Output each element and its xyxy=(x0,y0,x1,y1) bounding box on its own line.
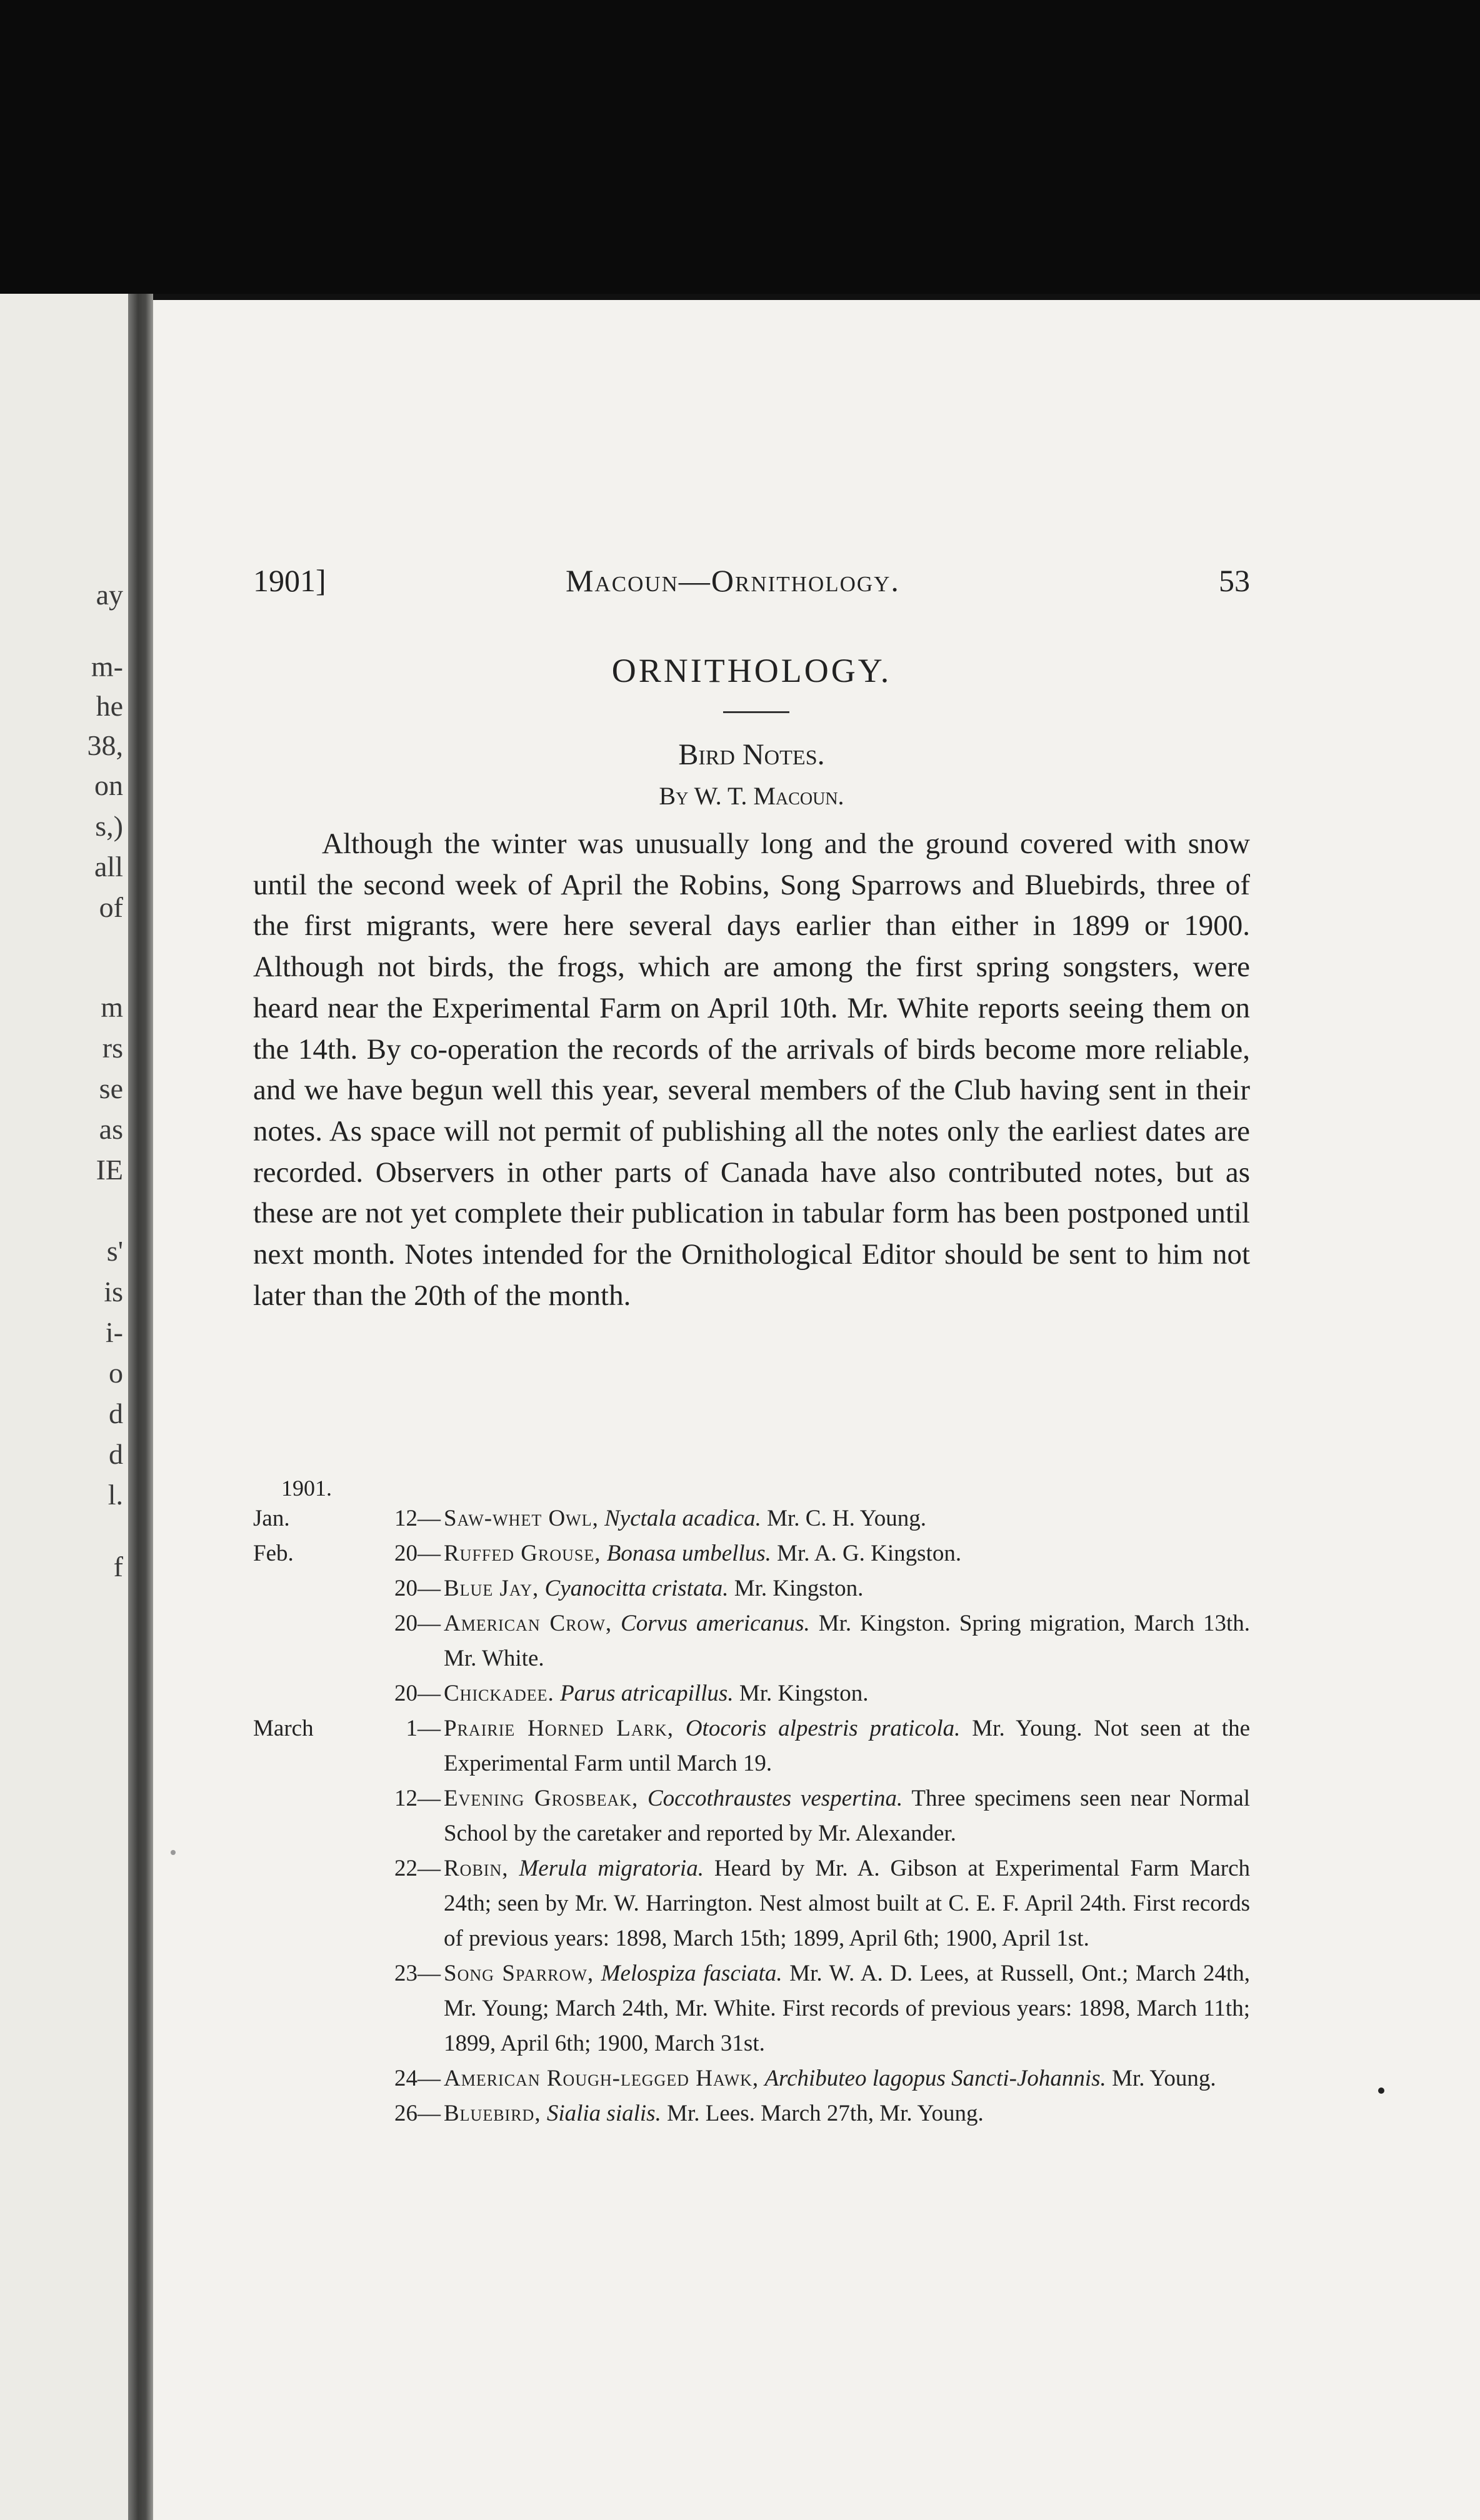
entry-day: 20 — xyxy=(338,1571,441,1606)
fragment-text: se xyxy=(99,1072,123,1104)
running-head-title: Macoun—Ornithology. xyxy=(566,563,900,598)
list-item xyxy=(253,1851,1250,1956)
fragment-text: he xyxy=(96,690,123,722)
latin-name: Corvus americanus. xyxy=(621,1611,810,1636)
entry-day: 12 — xyxy=(338,1501,441,1536)
entry-day: 20 — xyxy=(338,1606,441,1641)
running-head-year: 1901] xyxy=(253,563,326,598)
latin-name: Merula migratoria. xyxy=(519,1856,704,1881)
fragment-text: i- xyxy=(105,1316,123,1348)
entry-day: 1 — xyxy=(338,1711,441,1746)
fragment-text: of xyxy=(99,891,123,923)
bird-name: Chickadee. xyxy=(444,1681,554,1706)
entry-note: Mr. Young. Not seen at the Experimental Farm until March 19. xyxy=(444,1716,1250,1776)
facing-page-edge xyxy=(0,294,128,2520)
bird-name: Saw-whet Owl, xyxy=(444,1506,599,1531)
fragment-text: rs xyxy=(102,1032,123,1064)
fragment-text: 38, xyxy=(87,729,123,761)
fragment-text: d xyxy=(109,1398,123,1429)
page-number: 53 xyxy=(1219,563,1250,598)
latin-name: Parus atricapillus. xyxy=(560,1681,734,1706)
book-gutter xyxy=(128,294,153,2520)
bird-name: Robin, xyxy=(444,1856,509,1881)
fragment-text: f xyxy=(113,1551,123,1582)
entry-day: 22 — xyxy=(338,1851,441,1886)
entry-day: 23 — xyxy=(338,1956,441,1991)
fragment-text: is xyxy=(104,1276,123,1308)
latin-name: Archibuteo lagopus Sancti-Johannis. xyxy=(764,2066,1106,2091)
list-item xyxy=(253,2096,1250,2131)
fragment-text: m- xyxy=(91,651,123,682)
bird-name: American Rough-legged Hawk, xyxy=(444,2066,759,2091)
article-subtitle: Bird Notes. xyxy=(678,738,825,771)
entry-day: 12 — xyxy=(338,1781,441,1816)
entry-month: March xyxy=(253,1716,314,1741)
fragment-text: all xyxy=(94,851,123,882)
fragment-text: d xyxy=(109,1438,123,1470)
fragment-text: ay xyxy=(96,579,123,611)
running-head xyxy=(253,562,1250,606)
entry-note: Mr. A. G. Kingston. xyxy=(777,1541,962,1566)
entry-note: Mr. Kingston. Spring migration, March 13th. Mr. White. xyxy=(444,1611,1251,1671)
list-item xyxy=(253,1956,1250,2061)
latin-name: Cyanocitta cristata. xyxy=(544,1576,729,1601)
scan-speck xyxy=(1378,2088,1384,2094)
body-paragraph: Although the winter was unusually long and the ground covered with snow until the second week of April the Robins, Song Sparrows and Bluebirds, three of the first migrants, were here several days earlier than either in 1899 or 1900. Although not birds, the frogs, which are among the first spring songsters, were heard near the Experimental Farm on April 10th. Mr. White reports seeing them on the 14th. By co-operation the records of the arrivals of birds become more reliable, and we have begun well this year, several members of the Club having sent in their notes. As space will not permit of publishing all the notes only the earliest dates are recorded. Observers in other parts of Canada have also contributed notes, but as these are not yet complete their publication in tabular form has been postponed until next month. Notes intended for the Ornithological Editor should be sent to him not later than the 20th of the month. xyxy=(253,828,1250,1312)
document-page xyxy=(153,300,1480,2520)
fragment-text: m xyxy=(101,991,123,1023)
bird-name: Song Sparrow, xyxy=(444,1961,594,1986)
table-year-label: 1901. xyxy=(281,1476,332,1501)
list-item xyxy=(253,1781,1250,1851)
latin-name: Sialia sialis. xyxy=(546,2101,661,2126)
fragment-text: s,) xyxy=(95,810,123,842)
bird-name: Prairie Horned Lark, xyxy=(444,1716,674,1741)
article-byline: By W. T. Macoun. xyxy=(659,782,844,810)
latin-name: Coccothraustes vespertina. xyxy=(648,1786,903,1811)
entry-month: Feb. xyxy=(253,1541,294,1566)
entry-note: Heard by Mr. A. Gibson at Experimental Farm March 24th; seen by Mr. W. Harrington. Nest almost built at C. E. F. April 24th. First records of previous years: 1898, March 15th; 1899, April 6th; 1900, April 1st. xyxy=(444,1856,1250,1951)
fragment-text: o xyxy=(109,1357,123,1389)
entry-note: Three specimens seen near Normal School by the caretaker and reported by Mr. Alexander. xyxy=(444,1786,1251,1846)
entry-note: Mr. Lees. March 27th, Mr. Young. xyxy=(667,2101,984,2126)
list-item xyxy=(253,1711,1250,1781)
list-item xyxy=(253,1536,1250,1571)
fragment-text: IE xyxy=(96,1154,123,1186)
entry-day: 20 — xyxy=(338,1536,441,1571)
list-item xyxy=(253,1676,1250,1711)
bird-name: Blue Jay, xyxy=(444,1576,539,1601)
list-item xyxy=(253,1571,1250,1606)
entry-note: Mr. W. A. D. Lees, at Russell, Ont.; March 24th, Mr. Young; March 24th, Mr. White. First records of previous years: 1898, March 11th; 1899, April 6th; 1900, March 31st. xyxy=(444,1961,1251,2056)
entry-day: 26 — xyxy=(338,2096,441,2131)
entry-day: 24 — xyxy=(338,2061,441,2096)
entry-note: Mr. Young. xyxy=(1112,2066,1216,2091)
bird-name: Bluebird, xyxy=(444,2101,541,2126)
latin-name: Bonasa umbellus. xyxy=(606,1541,771,1566)
scan-background-top xyxy=(0,0,1480,294)
bird-name: Evening Grosbeak, xyxy=(444,1786,639,1811)
list-item xyxy=(253,1501,1250,1536)
entry-note: Mr. C. H. Young. xyxy=(767,1506,927,1531)
fragment-text: l. xyxy=(108,1479,123,1511)
scan-speck xyxy=(171,1850,176,1855)
entry-note: Mr. Kingston. xyxy=(739,1681,869,1706)
fragment-text: as xyxy=(99,1113,123,1145)
entry-day: 20 — xyxy=(338,1676,441,1711)
latin-name: Otocoris alpestris praticola. xyxy=(685,1716,961,1741)
latin-name: Nyctala acadica. xyxy=(604,1506,761,1531)
latin-name: Melospiza fasciata. xyxy=(601,1961,782,1986)
list-item xyxy=(253,2061,1250,2096)
list-item xyxy=(253,1606,1250,1676)
fragment-text: s' xyxy=(106,1235,123,1267)
section-title: ORNITHOLOGY. xyxy=(611,652,892,689)
bird-name: Ruffed Grouse, xyxy=(444,1541,601,1566)
entry-note: Mr. Kingston. xyxy=(734,1576,864,1601)
bird-name: American Crow, xyxy=(444,1611,612,1636)
fragment-text: on xyxy=(94,769,123,801)
entry-month: Jan. xyxy=(253,1506,290,1531)
title-rule xyxy=(723,711,789,713)
bird-records-list xyxy=(253,1501,1250,2131)
